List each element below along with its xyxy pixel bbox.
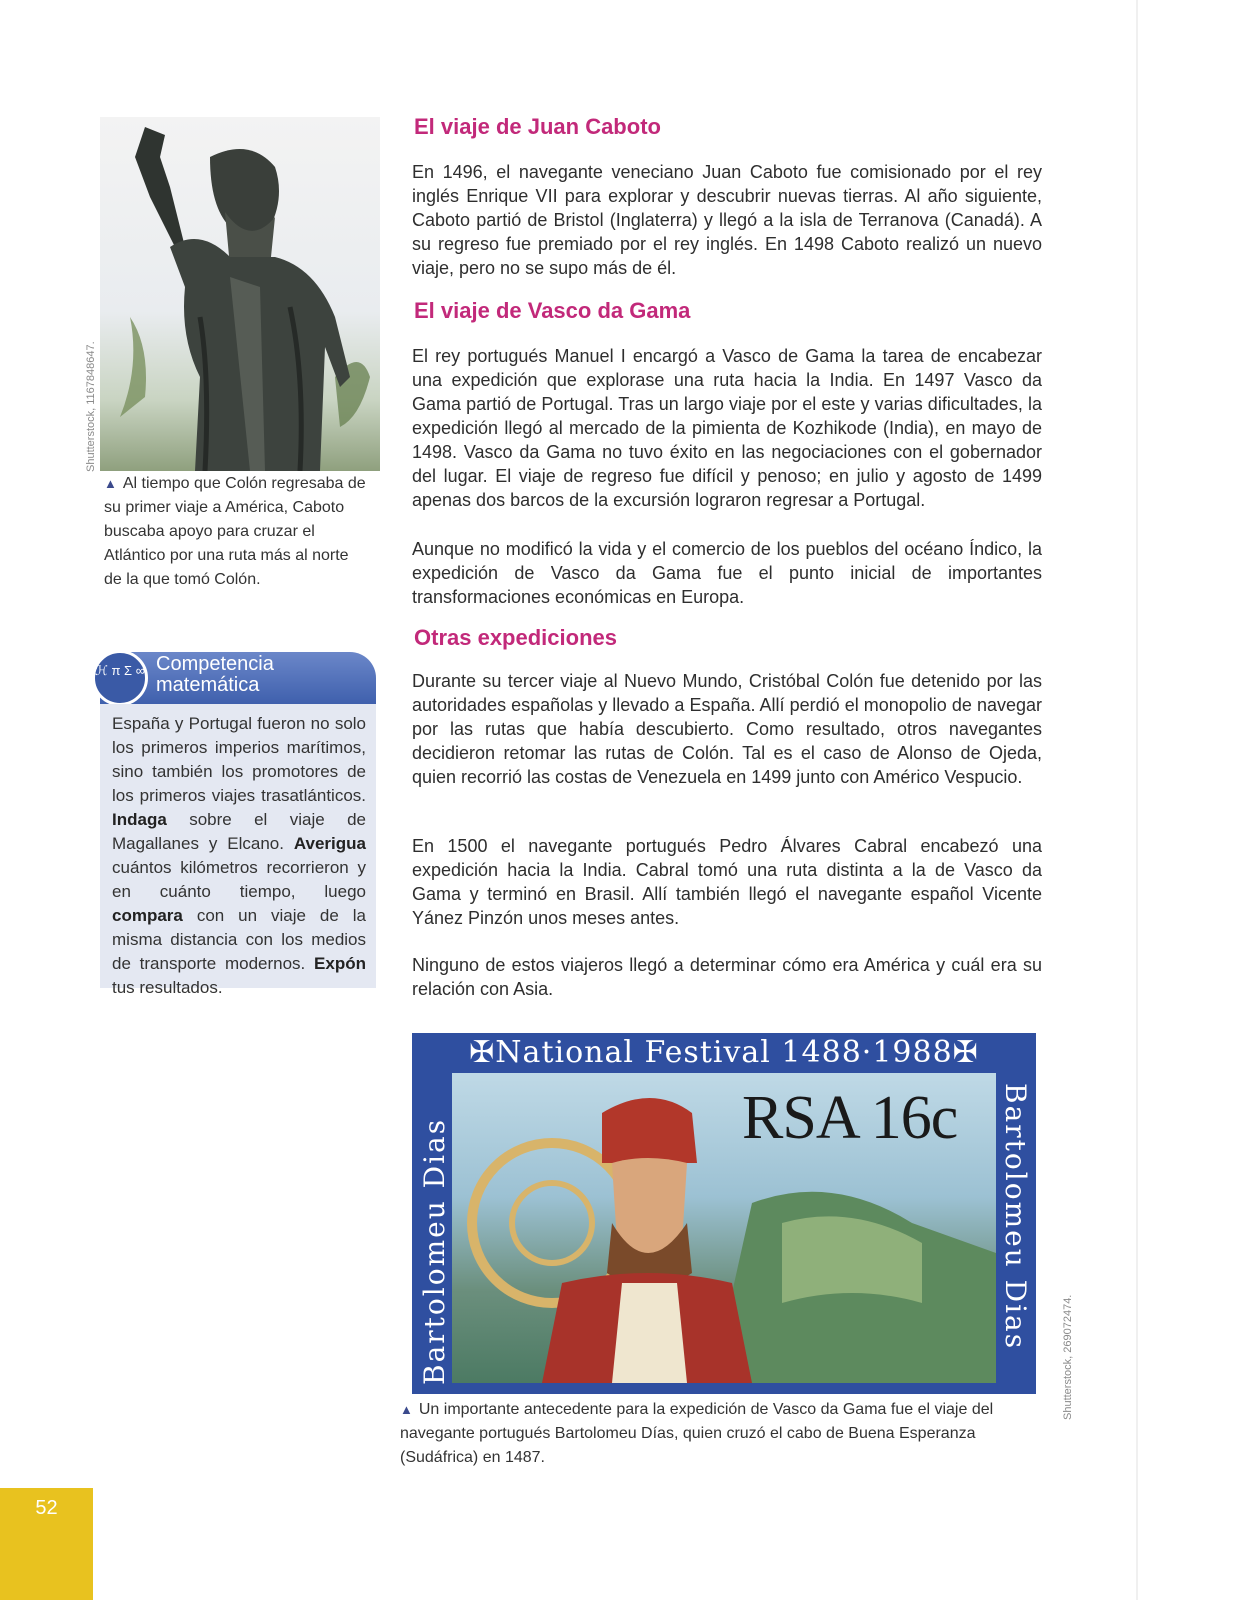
statue-photo [100,117,380,471]
section-heading: El viaje de Vasco da Gama [414,298,691,323]
section-paragraph: Aunque no modificó la vida y el comercio de los pueblos del océano Índico, la expedición de Vasco da Gama fue el punto inicial de importantes transformaciones económicas en Europa. [412,539,1042,607]
stamp-left-text: Bartolomeu Dias [418,1117,451,1385]
competencia-keyword: Expón [314,954,366,973]
section-paragraph: Durante su tercer viaje al Nuevo Mundo, Cristóbal Colón fue detenido por las autoridades españolas y llevado a España. Allí perdió el monopolio de navegar por las rutas que había descubierto. Como resultado, otros navegantes decidieron retomar las rutas de Colón. Tal es el caso de Alonso de Ojeda, quien recorrió las costas de Venezuela en 1499 junto con Américo Vespucio. [412,671,1042,787]
caption-triangle-icon: ▲ [104,476,117,491]
section-heading: El viaje de Juan Caboto [414,114,661,139]
competencia-keyword: Indaga [112,810,167,829]
section-heading: Otras expediciones [414,625,617,650]
competencia-text: sobre el viaje de Magallanes y Elcano. [112,810,366,853]
stamp-value: RSA 16c [742,1084,958,1152]
competencia-text: con un viaje de la misma distancia con los medios de transporte modernos. [112,906,366,973]
competencia-keyword: Averigua [293,834,366,853]
competencia-text: España y Portugal fueron no solo los primeros imperios marítimos, sino también los promotores de los primeros viajes trasatlánticos. [112,714,366,805]
stamp-caption [400,1398,1020,1470]
stamp-right-text: Bartolomeu Dias [999,1083,1032,1351]
section-paragraph: Ninguno de estos viajeros llegó a determinar cómo era América y cuál era su relación con Asia. [412,955,1042,999]
photo-caption [104,472,370,592]
competencia-keyword: compara [112,906,183,925]
competencia-title: Competencia matemática [156,653,274,696]
page-edge [1136,0,1138,1600]
competencia-text: tus resultados. [112,978,223,997]
stamp-caption-text: Un importante antecedente para la expedición de Vasco da Gama fue el viaje del navegante portugués Bartolomeu Días, quien cruzó el cabo de Buena Esperanza (Sudáfrica) en 1487. [400,1401,994,1466]
caption-triangle-icon: ▲ [400,1402,413,1417]
stamp-credit: Shutterstock, 269072474. [1062,1294,1074,1420]
statue-illustration [100,117,380,471]
competencia-body [100,704,376,997]
competencia-text: cuántos kilómetros recorrieron y en cuánto tiempo, luego [112,858,366,901]
page-number: 52 [0,1488,93,1600]
math-symbols-icon: ℋ π Σ ∞ [92,650,148,706]
section-paragraph: En 1500 el navegante portugués Pedro Álvares Cabral encabezó una expedición hacia la India. Cabral tomó una ruta distinta a la de Vasco da Gama y terminó en Brasil. Allí también llegó el navegante español Vicente Yánez Pinzón unos meses antes. [412,836,1042,928]
photo-credit: Shutterstock, 1167848647. [85,341,97,472]
section-paragraph: En 1496, el navegante veneciano Juan Caboto fue comisionado por el rey inglés Enrique VII para explorar y descubrir nuevas tierras. Al año siguiente, Caboto partió de Bristol (Inglaterra) y llegó a la isla de Terranova (Canadá). A su regreso fue premiado por el rey inglés. En 1498 Caboto realizó un nuevo viaje, pero no se supo más de él. [412,162,1042,278]
photo-caption-text: Al tiempo que Colón regresaba de su primer viaje a América, Caboto buscaba apoyo para cruzar el Atlántico por una ruta más al norte de la que tomó Colón. [104,475,366,588]
stamp-top-text: ✠National Festival 1488·1988✠ [469,1035,979,1070]
section-paragraph: El rey portugués Manuel I encargó a Vasco de Gama la tarea de encabezar una expedición que explorase una ruta hacia la India. En 1497 Vasco da Gama partió de Portugal. Tras un largo viaje por el este y varias dificultades, la expedición llegó al mercado de la pimienta de Kozhikode (India), en mayo de 1498. Vasco da Gama no tuvo éxito en las negociaciones con el gobernador del lugar. El viaje de regreso fue difícil y penoso; en julio y agosto de 1499 apenas dos barcos de la excursión lograron regresar a Portugal. [412,346,1042,510]
stamp-image [412,1033,1036,1394]
